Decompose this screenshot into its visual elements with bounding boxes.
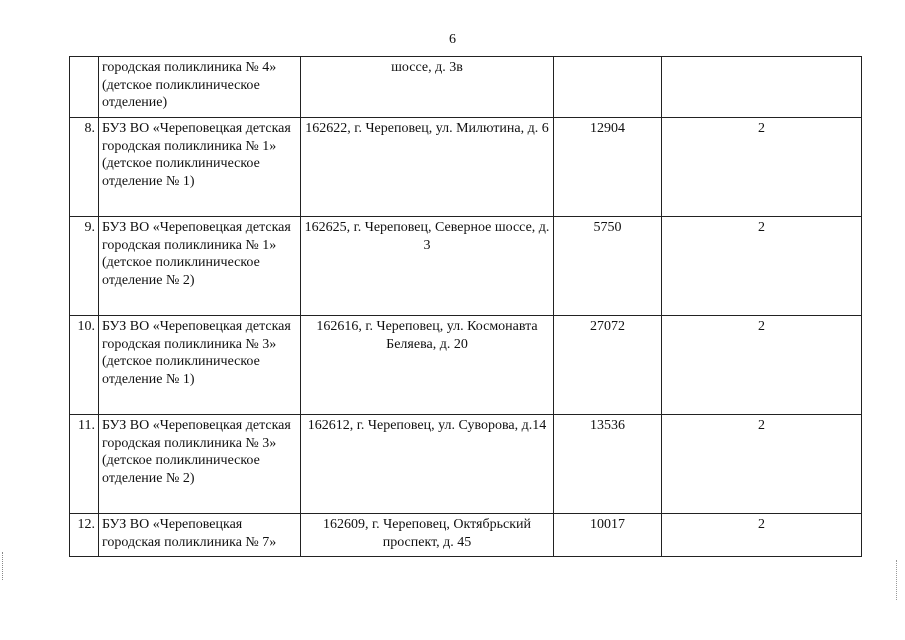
organization-name: БУЗ ВО «Череповецкая городская поликлиника № 7» xyxy=(99,514,301,557)
organization-name: БУЗ ВО «Череповецкая детская городская поликлиника № 1» (детское поликлиническое отделение № 2) xyxy=(99,217,301,316)
address: шоссе, д. 3в xyxy=(301,57,554,118)
organization-name: БУЗ ВО «Череповецкая детская городская поликлиника № 3» (детское поликлиническое отделение № 1) xyxy=(99,316,301,415)
population-count: 5750 xyxy=(554,217,662,316)
scan-artifact xyxy=(896,560,899,600)
population-count: 12904 xyxy=(554,118,662,217)
scan-artifact xyxy=(2,552,5,580)
unit-count: 2 xyxy=(662,118,862,217)
table-row xyxy=(70,514,862,557)
table-row xyxy=(70,316,862,415)
organization-name: городская поликлиника № 4» (детское поликлиническое отделение) xyxy=(99,57,301,118)
address: 162616, г. Череповец, ул. Космонавта Беляева, д. 20 xyxy=(301,316,554,415)
population-count xyxy=(554,57,662,118)
unit-count: 2 xyxy=(662,514,862,557)
table-row xyxy=(70,415,862,514)
row-number: 11. xyxy=(70,415,99,514)
unit-count: 2 xyxy=(662,217,862,316)
row-number: 10. xyxy=(70,316,99,415)
population-count: 13536 xyxy=(554,415,662,514)
table-row xyxy=(70,118,862,217)
unit-count: 2 xyxy=(662,415,862,514)
row-number: 12. xyxy=(70,514,99,557)
address: 162609, г. Череповец, Октябрьский проспект, д. 45 xyxy=(301,514,554,557)
table-row xyxy=(70,57,862,118)
address: 162622, г. Череповец, ул. Милютина, д. 6 xyxy=(301,118,554,217)
population-count: 10017 xyxy=(554,514,662,557)
unit-count: 2 xyxy=(662,316,862,415)
address: 162612, г. Череповец, ул. Суворова, д.14 xyxy=(301,415,554,514)
table-row xyxy=(70,217,862,316)
row-number xyxy=(70,57,99,118)
address: 162625, г. Череповец, Северное шоссе, д. 3 xyxy=(301,217,554,316)
population-count: 27072 xyxy=(554,316,662,415)
clinics-table xyxy=(69,56,862,557)
page-number: 6 xyxy=(449,32,456,47)
organization-name: БУЗ ВО «Череповецкая детская городская поликлиника № 1» (детское поликлиническое отделение № 1) xyxy=(99,118,301,217)
row-number: 8. xyxy=(70,118,99,217)
organization-name: БУЗ ВО «Череповецкая детская городская поликлиника № 3» (детское поликлиническое отделение № 2) xyxy=(99,415,301,514)
row-number: 9. xyxy=(70,217,99,316)
unit-count xyxy=(662,57,862,118)
